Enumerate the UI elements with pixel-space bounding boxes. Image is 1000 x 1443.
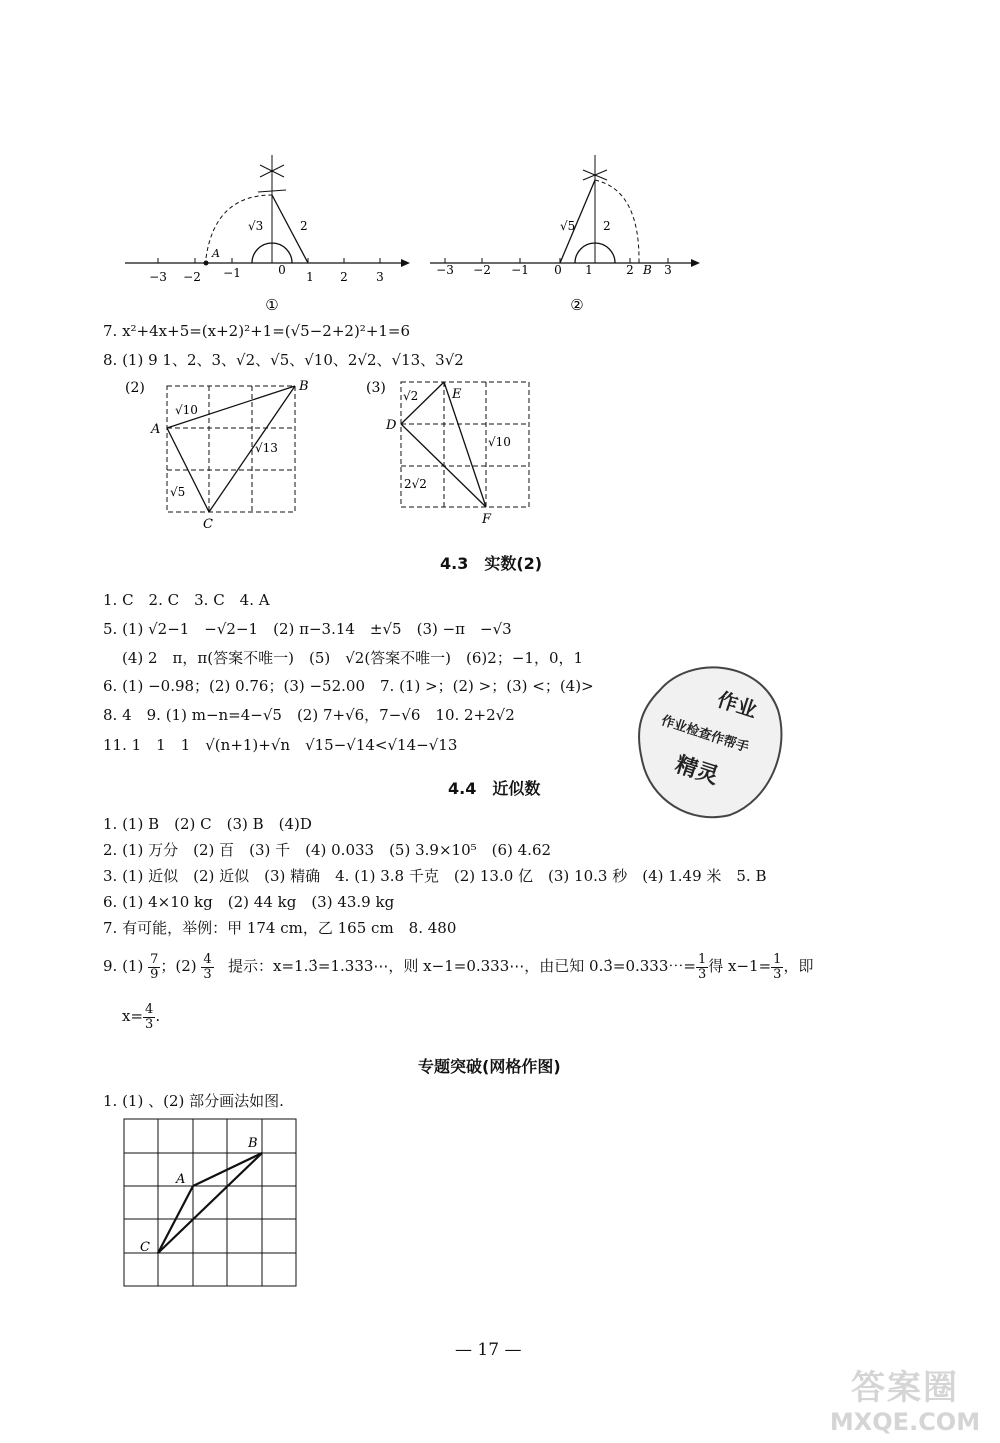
tick-label: 3 <box>376 270 384 284</box>
tick-label: 1 <box>585 263 593 277</box>
answer-line: 3. (1) 近似 (2) 近似 (3) 精确 4. (1) 3.8 千克 (2) 13.0 亿 (3) 10.3 秒 (4) 1.49 米 5. B <box>103 867 767 885</box>
tick-label: 1 <box>306 270 314 284</box>
section-title-topic: 专题突破(网格作图) <box>418 1057 561 1076</box>
answer-line: (4) 2 π，π(答案不唯一) (5) √2(答案不唯一) (6)2；−1，0，1 <box>122 649 584 667</box>
sub-label: (3) <box>366 380 386 396</box>
segment-length-2: 2 <box>603 219 611 233</box>
tick-label: −3 <box>436 263 454 277</box>
q9-text: ，即 <box>783 957 814 975</box>
length-label: √5 <box>170 485 186 499</box>
number-line-figure-1 <box>120 150 420 320</box>
grid-figure-2 <box>115 376 325 536</box>
tick-label: −2 <box>473 263 491 277</box>
length-label: √2 <box>403 389 419 403</box>
tick-label: 3 <box>664 263 672 277</box>
point-a-marker <box>204 261 209 266</box>
point-label: C <box>203 517 213 532</box>
answer-line: 6. (1) 4×10 kg (2) 44 kg (3) 43.9 kg <box>103 893 395 911</box>
section-title-4-3: 4.3 实数(2) <box>440 554 543 573</box>
segment-length-2: 2 <box>300 219 308 233</box>
figure-caption: ② <box>570 296 584 314</box>
figure-caption: ① <box>265 296 279 314</box>
fraction: $\frac{1}{3}$ <box>697 951 707 982</box>
watermark <box>820 1368 990 1436</box>
answer-line: 5. (1) √2−1 −√2−1 (2) π−3.14 ±√5 (3) −π −√3 <box>103 620 512 638</box>
answer-line: 1. (1) B (2) C (3) B (4)D <box>103 815 312 833</box>
tick-label: −1 <box>511 263 529 277</box>
grid-figure-3 <box>358 376 548 536</box>
length-label: √13 <box>255 441 278 455</box>
point-label: A <box>176 1172 186 1187</box>
point-label: B <box>248 1136 258 1151</box>
point-label: B <box>299 379 309 394</box>
answer-q7: 7. x²+4x+5=(x+2)²+1=(√5−2+2)²+1=6 <box>103 322 411 340</box>
tick-label: 0 <box>278 263 286 277</box>
tick-label: 2 <box>340 270 348 284</box>
point-label: A <box>151 422 161 437</box>
tick-label: −3 <box>149 270 167 284</box>
q9-prefix: 9. (1) <box>103 957 144 975</box>
q9-text: . <box>155 1007 161 1025</box>
point-label: F <box>482 512 492 527</box>
segment-length-root5: √5 <box>560 219 576 233</box>
homework-elf-stamp <box>630 650 790 830</box>
page-number: — 17 — <box>455 1340 522 1360</box>
length-label: √10 <box>175 403 198 417</box>
watermark-url: MXQE.COM <box>829 1408 981 1436</box>
sub-label: (2) <box>125 380 145 396</box>
answer-line: 6. (1) −0.98；(2) 0.76；(3) −52.00 7. (1) >；(2) >；(3) <；(4)> <box>103 677 594 695</box>
fraction: $\frac{1}{3}$ <box>773 951 782 982</box>
answer-line: 7. 有可能，举例：甲 174 cm，乙 165 cm 8. 480 <box>103 919 457 937</box>
fraction: $\frac{7}{9}$ <box>150 951 159 982</box>
answer-line: 2. (1) 万分 (2) 百 (3) 千 (4) 0.033 (5) 3.9×10⁵ (6) 4.62 <box>103 841 552 859</box>
point-a-label: A <box>212 247 220 260</box>
fraction: $\frac{4}{3}$ <box>203 951 212 982</box>
q9-hint: 提示：x=1.3̇=1.333⋯，则 x−1=0.333⋯，由已知 0.3̇=0.333⋯= <box>228 957 696 975</box>
tick-label: 0 <box>554 263 562 277</box>
tick-label: 2 <box>626 263 634 277</box>
stamp-subtitle: 作业检查作帮手 <box>659 713 751 756</box>
answer-line: 1. C 2. C 3. C 4. A <box>103 591 270 609</box>
topic-grid-figure <box>118 1115 308 1290</box>
q9-text: ；(2) <box>160 957 197 975</box>
topic-q1: 1. (1) 、(2) 部分画法如图. <box>103 1092 284 1110</box>
tick-label: −1 <box>223 266 241 280</box>
point-label: E <box>452 387 462 402</box>
number-line-figure-2 <box>425 150 710 320</box>
point-label: C <box>140 1240 150 1255</box>
answer-line: 11. 1 1 1 √(n+1)+√n √15−√14<√14−√13 <box>103 736 458 754</box>
answer-q8: 8. (1) 9 1、2、3、√2、√5、√10、2√2、√13、3√2 <box>103 351 464 369</box>
q9-text: 得 x−1= <box>708 957 772 975</box>
segment-length-root3: √3 <box>248 219 264 233</box>
section-title-4-4: 4.4 近似数 <box>448 779 541 798</box>
length-label: √10 <box>488 435 511 449</box>
answer-line: 8. 4 9. (1) m−n=4−√5 (2) 7+√6，7−√6 10. 2+2√2 <box>103 706 515 724</box>
point-b-label: B <box>643 263 652 277</box>
watermark-brand: 答案圈 <box>851 1368 959 1408</box>
answer-q9 <box>103 950 813 982</box>
fraction: $\frac{4}{3}$ <box>145 1001 154 1032</box>
q9-text: x= <box>122 1007 144 1025</box>
point-label: D <box>386 418 397 433</box>
tick-label: −2 <box>183 270 201 284</box>
length-label: 2√2 <box>404 477 427 491</box>
stamp-brand: 精灵 <box>672 751 722 790</box>
stamp-title: 作业 <box>714 687 760 723</box>
answer-q9-line2 <box>122 1000 160 1032</box>
